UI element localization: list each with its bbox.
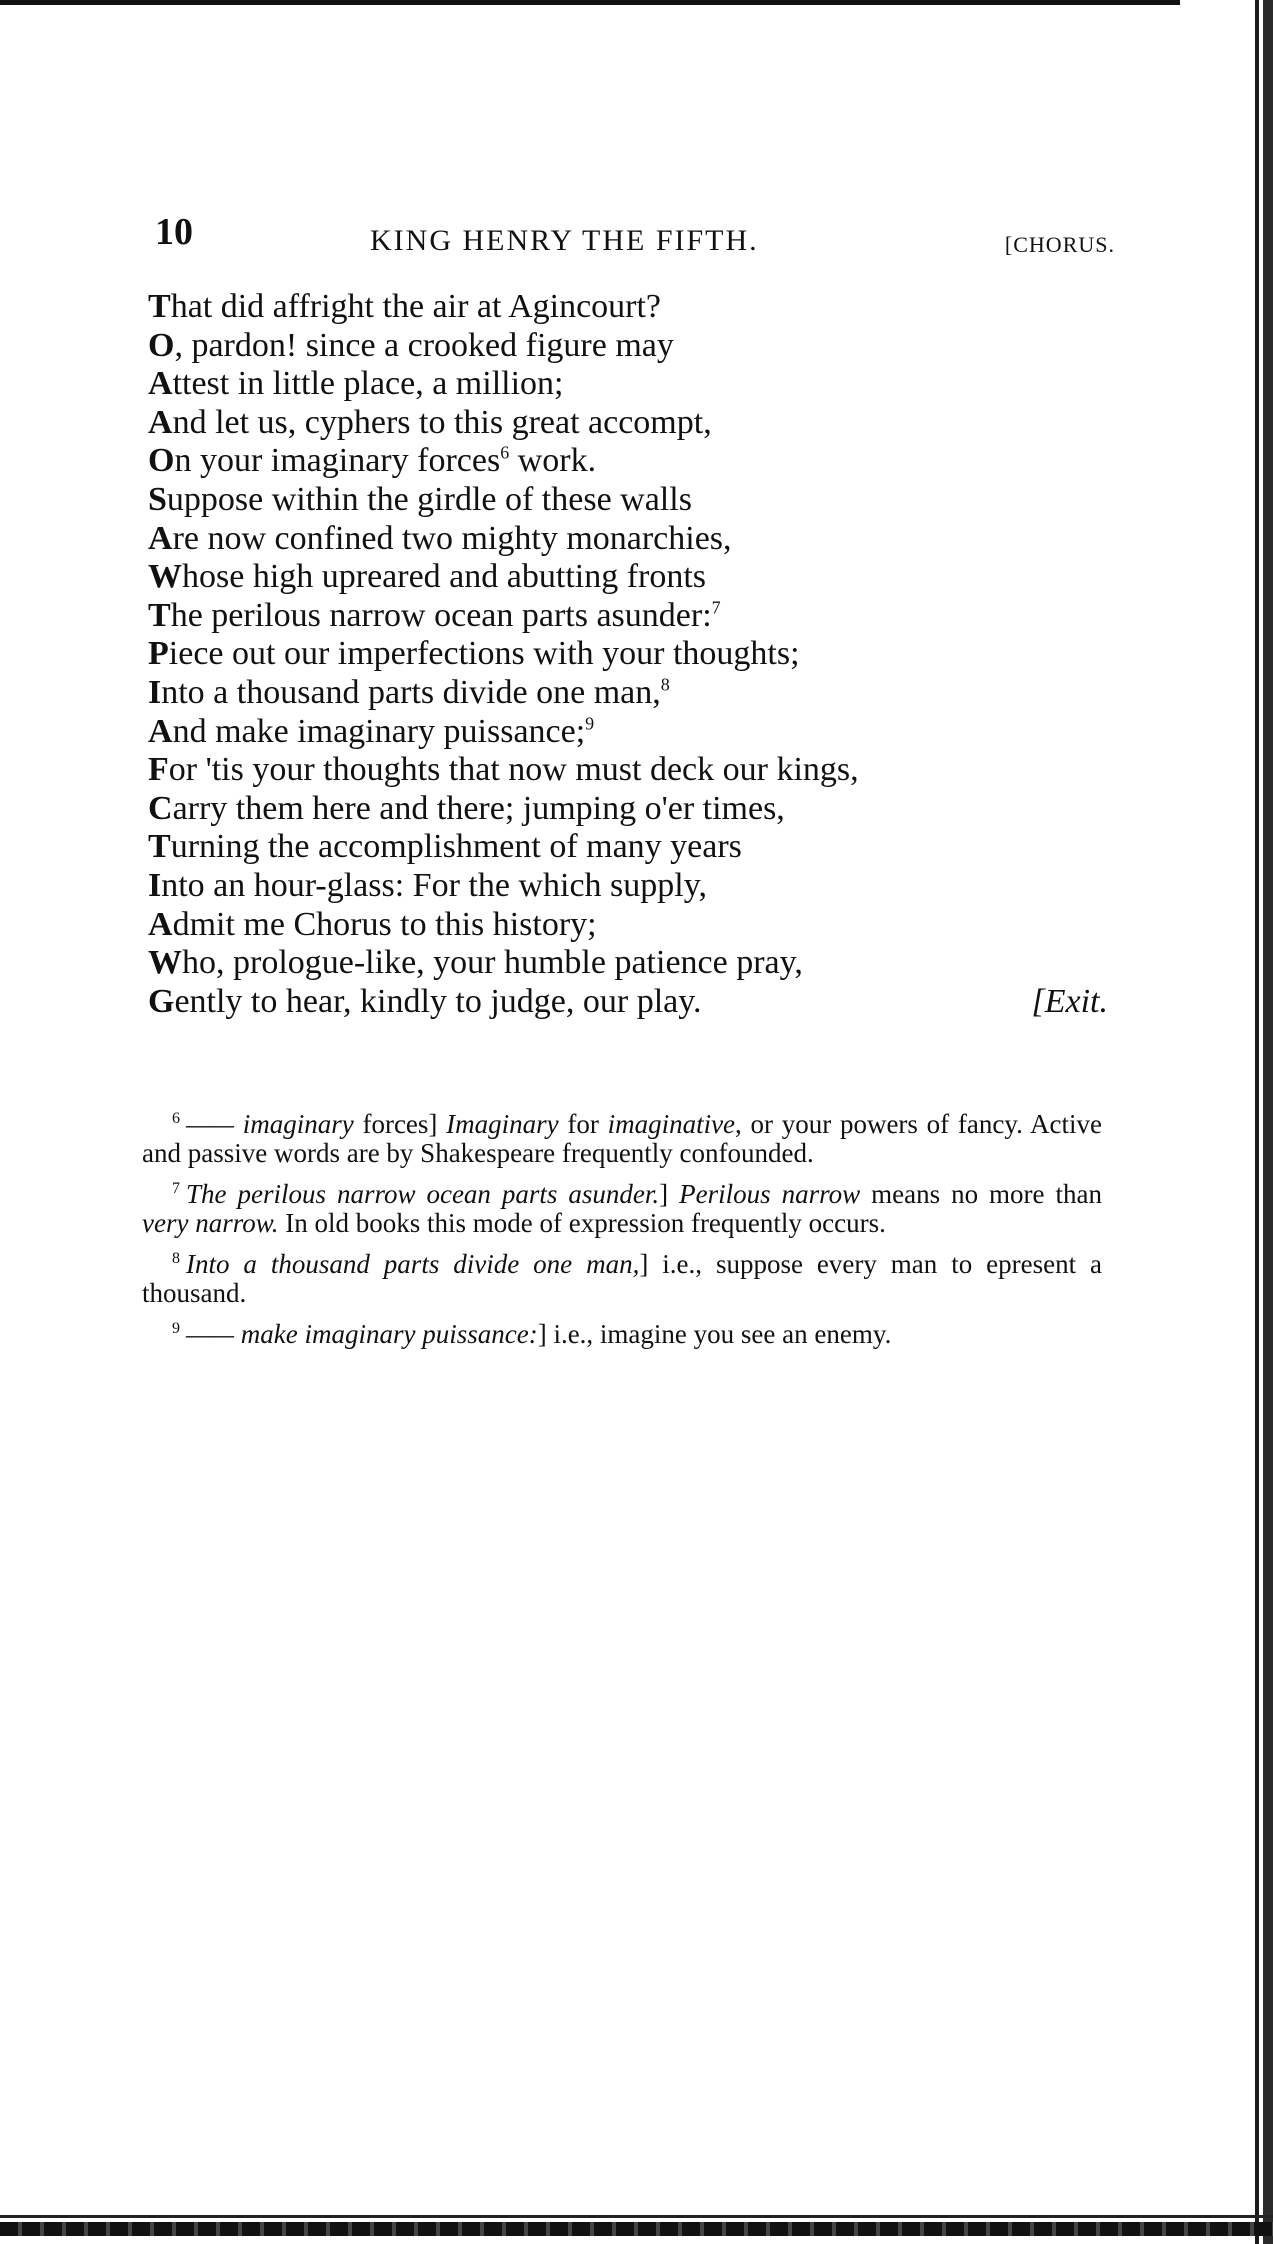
bottom-rule-thin [0,2215,1273,2218]
running-title: KING HENRY THE FIFTH. [370,224,759,257]
verse-line: Gently to hear, kindly to judge, our play. [Exit. [148,982,1108,1020]
footnote-ref: 6 [500,443,510,464]
verse-line: That did affright the air at Agincourt? [148,288,662,325]
page-number: 10 [155,211,193,253]
footnote-8: $^8$ Into a thousand parts divide one man,] i.e., suppose every man to epresent a thousand. [142,1249,1102,1308]
footnote-ref: 9 [585,713,595,734]
verse-line: Admit me Chorus to this history; [148,905,597,943]
page-header [155,210,1115,270]
footnote-6: $^6$ —— imaginary forces] Imaginary for imaginative, or your powers of fancy. Active and passive words are by Shakespeare frequently confounded. [142,1109,1103,1168]
section-label: [CHORUS. [1004,232,1115,257]
footnotes [142,1110,1102,1361]
verse-line: Piece out our imperfections with your thoughts; [148,635,800,673]
top-rule [0,0,1180,5]
verse-line: O, pardon! since a crooked figure may [148,326,674,364]
verse-line: Whose high upreared and abutting fronts [148,558,707,596]
verse-block [148,288,1108,1021]
verse-line: Suppose within the girdle of these walls [148,480,692,518]
verse-line: The perilous narrow ocean parts asunder:$^7$ [148,596,721,634]
verse-line: Into an hour-glass: For the which supply, [148,866,708,904]
verse-line: Into a thousand parts divide one man,$^8$ [148,673,670,711]
footnote-ref: 8 [660,674,670,695]
binding-spine-edge [1247,0,1273,2244]
verse-line: And make imaginary puissance;$^9$ [148,712,595,750]
verse-line: On your imaginary forces$^6$ work. [148,442,597,480]
footnote-7: $^7$ The perilous narrow ocean parts asunder.] Perilous narrow means no more than very narrow. In old books this mode of expression frequently occurs. [142,1179,1102,1238]
verse-line: Attest in little place, a million; [148,365,564,403]
footnote-9: $^9$ —— make imaginary puissance:] i.e., imagine you see an enemy. [172,1319,892,1349]
bottom-rule [0,2222,1273,2236]
exit-stage-direction: [Exit. [1031,982,1108,1020]
verse-line: For 'tis your thoughts that now must deck our kings, [148,751,859,789]
verse-line: Are now confined two mighty monarchies, [148,519,732,557]
verse-line: Who, prologue-like, your humble patience pray, [148,944,803,982]
footnote-ref: 7 [711,597,721,618]
verse-line: And let us, cyphers to this great accompt, [148,403,712,441]
verse-line: Turning the accomplishment of many years [148,828,742,866]
verse-line: Carry them here and there; jumping o'er times, [148,789,785,827]
